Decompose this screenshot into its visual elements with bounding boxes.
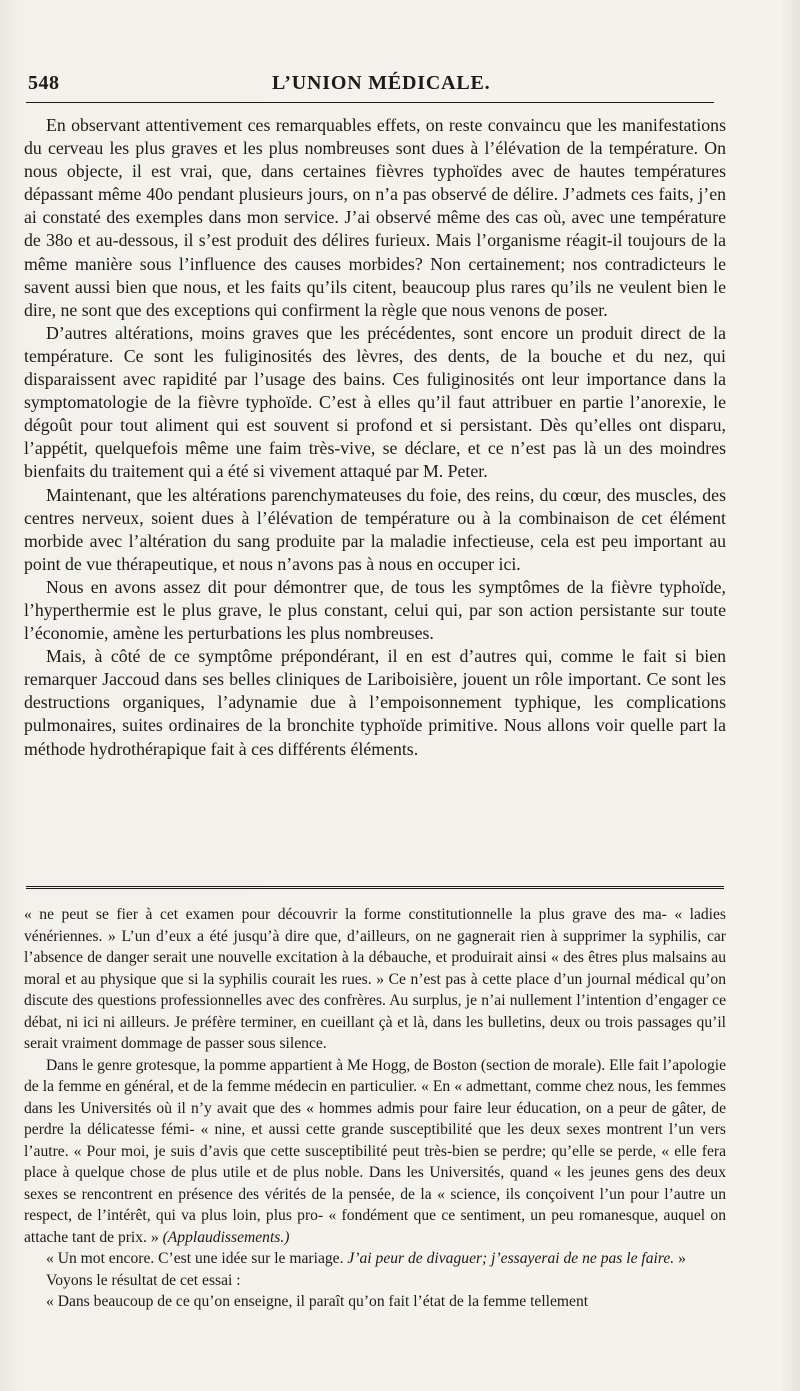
main-paragraph: Mais, à côté de ce symptôme prépondérant, il en est d’autres qui, comme le fait si bien remarquer Jaccoud dans ses belles cliniques de Lariboisière, jouent un rôle important. Ce sont les destructions organiques, l’adynamie due à l’empoisonnement typhique, les complications pulmonaires, suites ordinaires de la bronchite typhoïde primitive. Nous allons voir quelle part la méthode hydrothérapique fait à ces différents éléments. xyxy=(24,646,726,759)
main-paragraph: D’autres altérations, moins graves que les précédentes, sont encore un produit direct de la température. Ce sont les fuliginosités des lèvres, des dents, de la bouche et du nez, qui disparaissent avec rapidité par l’usage des bains. Ces fuliginosités ont leur importance dans la symptomatologie de la fièvre typhoïde. C’est à elles qu’il faut attribuer en partie l’anorexie, le dégoût pour tout aliment qui est souvent si profond et si persistant. Dès qu’elles ont disparu, l’appétit, quelquefois même une faim très-vive, se déclare, et ce n’est pas là un des moindres bienfaits du traitement qui a été si vivement attaqué par M. Peter. xyxy=(24,322,726,482)
feuilleton-paragraph xyxy=(24,1055,726,1249)
feuilleton-text: » xyxy=(678,1250,686,1267)
page-number: 548 xyxy=(28,72,60,94)
feuilleton-paragraph: « Dans beaucoup de ce qu’on enseigne, il paraît qu’on fait l’état de la femme tellement xyxy=(46,1293,589,1310)
page-header xyxy=(26,62,716,98)
feuilleton-text: « Un mot encore. C’est une idée sur le mariage. xyxy=(46,1250,344,1267)
applause-note: (Applaudissements.) xyxy=(162,1228,290,1246)
feuilleton-paragraph: « ne peut se fier à cet examen pour découvrir la forme constitutionnelle la plus grave des ma- « ladies vénériennes. » L’un d’eux a été jusqu’à dire que, d’ailleurs, on ne gagnerait rien à supprimer la syphilis, car l’absence de danger serait une nouvelle excitation à la débauche, et produirait ainsi « des êtres plus malsains au moral et au physique que si la syphilis courait les rues. » Ce n’est pas à cette place d’un journal médical qu’on discute des questions professionnelles avec des confrères. Au surplus, je n’ai nullement l’intention d’engager ce débat, ni ici ni ailleurs. Je préfère terminer, en cueillant çà et là, dans les bulletins, deux ou trois passages qu’il serait vraiment dommage de passer sous silence. xyxy=(24,906,726,1052)
main-article xyxy=(24,114,726,761)
header-rule xyxy=(26,102,714,103)
feuilleton-italic-quote: J’ai peur de divaguer; j’essayerai de ne pas le faire. xyxy=(347,1250,675,1267)
running-head: L’UNION MÉDICALE. xyxy=(272,72,491,94)
feuilleton-separator xyxy=(26,886,724,889)
main-paragraph: En observant attentivement ces remarquables effets, on reste convaincu que les manifestations du cerveau les plus graves et les plus nombreuses sont dues à l’élévation de la température. On nous objecte, il est vrai, que, dans certaines fièvres typhoïdes avec de hautes températures dépassant même 40o pendant plusieurs jours, on n’a pas observé de délire. J’admets ces faits, j’en ai constaté des exemples dans mon service. J’ai observé même des cas où, avec une température de 38o et au-dessous, il s’est produit des délires furieux. Mais l’organisme réagit-il toujours de la même manière sous l’influence des causes morbides? Non certainement; nos contradicteurs le savent aussi bien que nous, et les faits qu’ils citent, beaucoup plus rares qu’ils ne veulent bien le dire, ne sont que des exceptions qui confirment la règle que nous venons de poser. xyxy=(24,115,726,320)
main-paragraph: Nous en avons assez dit pour démontrer que, de tous les symptômes de la fièvre typhoïde, l’hyperthermie est le plus grave, le plus constant, celui qui, par son action persistante sur toute l’économie, amène les perturbations les plus nombreuses. xyxy=(24,576,726,644)
feuilleton-section xyxy=(24,904,726,1313)
feuilleton-text: Dans le genre grotesque, la pomme appartient à Me Hogg, de Boston (section de morale). Elle fait l’apologie de la femme en général, et de la femme médecin en particulier. « En « admettant, comme chez nous, les femmes dans les Universités où il n’y avait que des « hommes admis pour faire leur éducation, on a peur de gâter, de perdre la délicatesse fémi- « nine, et aussi cette grande susceptibilité que les deux sexes montrent l’un vers l’autre. « Pour moi, je suis d’avis que cette susceptibilité peut très-bien se perdre; qu’elle se perde, « elle fera place à quelque chose de plus utile et de plus noble. Dans les Universités, quand « les jeunes gens des deux sexes se rencontrent en présence des vérités de la pensée, de la « science, ils conçoivent l’un pour l’autre un respect, de l’intérêt, qui va plus loin, plus pro- « fondément que ce sentiment, un peu romanesque, auquel on attache tant de prix. » xyxy=(24,1056,726,1246)
main-paragraph: Maintenant, que les altérations parenchymateuses du foie, des reins, du cœur, des muscles, des centres nerveux, soient dues à l’élévation de température ou à la combinaison de cet élément morbide avec l’altération du sang produite par la maladie infectieuse, cela est peu important au point de vue thérapeutique, et nous n’avons pas à nous en occuper ici. xyxy=(24,484,726,574)
feuilleton-paragraph xyxy=(24,1248,726,1270)
feuilleton-paragraph: Voyons le résultat de cet essai : xyxy=(46,1271,241,1289)
